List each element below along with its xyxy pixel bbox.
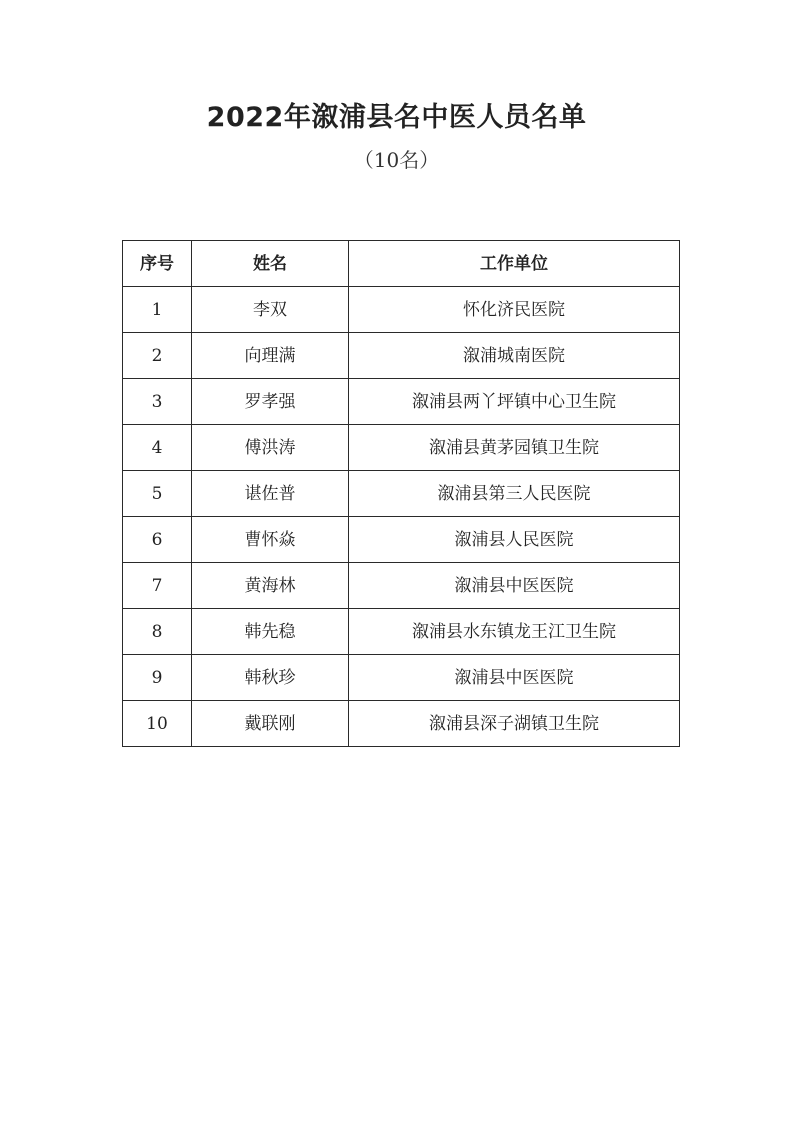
- table-row: [123, 609, 680, 655]
- table-row: [123, 471, 680, 517]
- cell-org: 溆浦县中医医院: [349, 655, 680, 701]
- table-row: [123, 517, 680, 563]
- cell-name: 谌佐普: [192, 471, 349, 517]
- header-org: 工作单位: [349, 241, 680, 287]
- cell-index: 10: [123, 701, 192, 747]
- cell-index: 4: [123, 425, 192, 471]
- document-title: 2022年溆浦县名中医人员名单: [206, 102, 587, 133]
- cell-name: 傅洪涛: [192, 425, 349, 471]
- table-row: [123, 563, 680, 609]
- cell-org: 溆浦县两丫坪镇中心卫生院: [349, 379, 680, 425]
- cell-org: 溆浦县中医医院: [349, 563, 680, 609]
- cell-org: 溆浦城南医院: [349, 333, 680, 379]
- cell-index: 1: [123, 287, 192, 333]
- cell-name: 黄海林: [192, 563, 349, 609]
- table-header-row: [123, 241, 680, 287]
- cell-name: 韩先稳: [192, 609, 349, 655]
- header-name: 姓名: [192, 241, 349, 287]
- table-row: [123, 333, 680, 379]
- cell-name: 罗孝强: [192, 379, 349, 425]
- table-row: [123, 425, 680, 471]
- cell-org: 溆浦县水东镇龙王江卫生院: [349, 609, 680, 655]
- cell-name: 向理满: [192, 333, 349, 379]
- cell-org: 怀化济民医院: [349, 287, 680, 333]
- cell-org: 溆浦县黄茅园镇卫生院: [349, 425, 680, 471]
- cell-index: 6: [123, 517, 192, 563]
- cell-index: 5: [123, 471, 192, 517]
- document-subtitle: （10名）: [353, 148, 440, 172]
- cell-index: 2: [123, 333, 192, 379]
- header-index: 序号: [123, 241, 192, 287]
- cell-index: 8: [123, 609, 192, 655]
- cell-index: 7: [123, 563, 192, 609]
- cell-name: 曹怀焱: [192, 517, 349, 563]
- roster-table: [122, 240, 680, 747]
- cell-org: 溆浦县人民医院: [349, 517, 680, 563]
- table-row: [123, 701, 680, 747]
- table-row: [123, 287, 680, 333]
- table-row: [123, 655, 680, 701]
- table-row: [123, 379, 680, 425]
- cell-index: 9: [123, 655, 192, 701]
- cell-name: 韩秋珍: [192, 655, 349, 701]
- cell-name: 李双: [192, 287, 349, 333]
- cell-org: 溆浦县深子湖镇卫生院: [349, 701, 680, 747]
- cell-org: 溆浦县第三人民医院: [349, 471, 680, 517]
- cell-index: 3: [123, 379, 192, 425]
- cell-name: 戴联刚: [192, 701, 349, 747]
